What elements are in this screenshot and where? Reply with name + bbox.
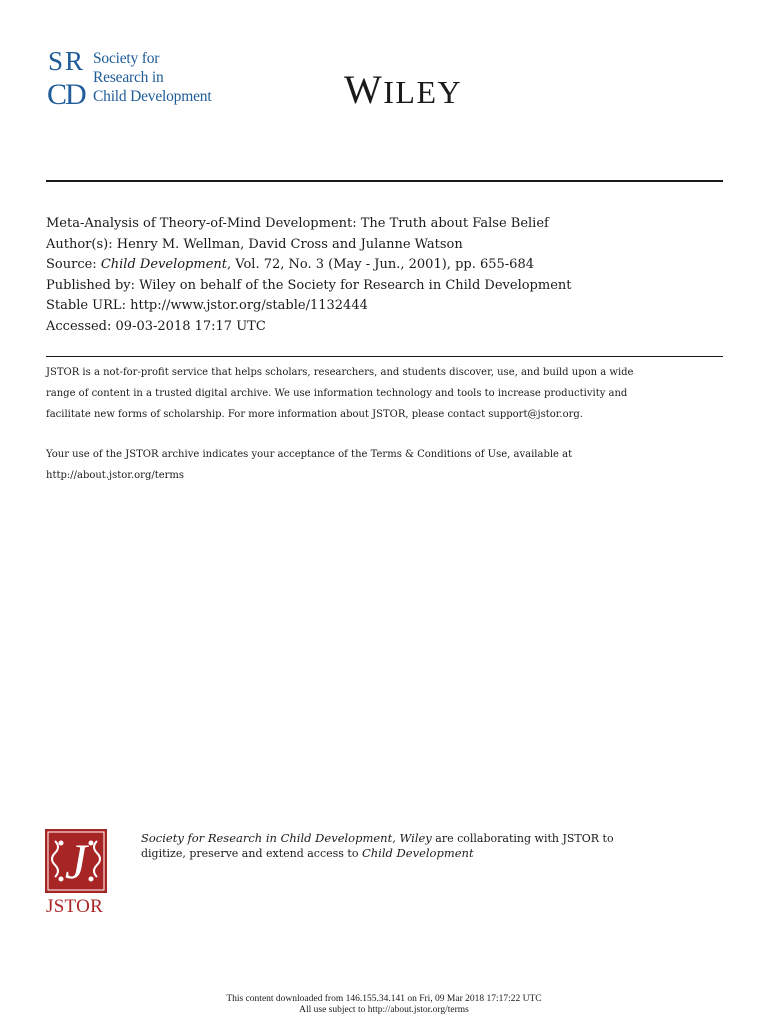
footer-line-2: All use subject to http://about.jstor.org/terms	[299, 1005, 469, 1015]
wiley-logo: WILEY	[344, 67, 463, 112]
download-footer	[0, 994, 768, 1016]
metadata-divider	[46, 356, 723, 357]
terms-notice	[46, 445, 572, 487]
jstor-emblem-icon	[45, 829, 107, 893]
srcd-name	[93, 49, 211, 106]
article-accessed: Accessed: 09-03-2018 17:17 UTC	[46, 318, 266, 334]
notice-line-1: JSTOR is a not-for-profit service that helps scholars, researchers, and students discover, use, and build upon a wide	[46, 367, 634, 378]
jstor-notice	[46, 363, 633, 425]
svg-text:D: D	[65, 78, 87, 106]
svg-text:J: J	[64, 833, 88, 889]
stable-url-link[interactable]: http://www.jstor.org/stable/1132444	[130, 298, 368, 313]
terms-line-1: Your use of the JSTOR archive indicates your acceptance of the Terms & Conditions of Use, available at	[46, 449, 573, 460]
journal-name: Child Development	[100, 257, 227, 272]
article-title: Meta-Analysis of Theory-of-Mind Development: The Truth about False Belief	[46, 216, 549, 231]
terms-link[interactable]: http://about.jstor.org/terms	[46, 469, 185, 481]
article-publisher: Published by: Wiley on behalf of the Society for Research in Child Development	[46, 277, 572, 293]
article-authors: Author(s): Henry M. Wellman, David Cross and Julanne Watson	[46, 236, 463, 252]
article-source: Source: Child Development, Vol. 72, No. 3 (May - Jun., 2001), pp. 655-684	[46, 257, 534, 272]
svg-text:R: R	[65, 48, 84, 76]
notice-line-3: facilitate new forms of scholarship. For more information about JSTOR, please contact support@jstor.org.	[46, 408, 583, 420]
article-stable-url: Stable URL: http://www.jstor.org/stable/1132444	[46, 298, 368, 313]
collaboration-note	[141, 831, 614, 861]
collab-line-1: Society for Research in Child Development, Wiley are collaborating with JSTOR to	[141, 831, 614, 845]
srcd-monogram-icon	[47, 48, 97, 106]
srcd-line-3: Child Development	[93, 88, 212, 105]
collab-line-2: digitize, preserve and extend access to Child Development	[141, 846, 474, 860]
footer-line-1: This content downloaded from 146.155.34.141 on Fri, 09 Mar 2018 17:17:22 UTC	[226, 994, 542, 1004]
srcd-line-2: Research in	[93, 69, 164, 86]
notice-line-2: range of content in a trusted digital archive. We use information technology and tools to increase productivity and	[46, 387, 628, 399]
svg-text:S: S	[48, 48, 64, 76]
article-metadata	[46, 214, 572, 337]
jstor-wordmark: JSTOR	[46, 896, 104, 917]
svg-text:C: C	[47, 78, 68, 106]
jstor-logo	[45, 829, 109, 921]
header-divider	[46, 180, 723, 182]
srcd-line-1: Society for	[93, 50, 160, 67]
srcd-logo	[47, 48, 237, 110]
